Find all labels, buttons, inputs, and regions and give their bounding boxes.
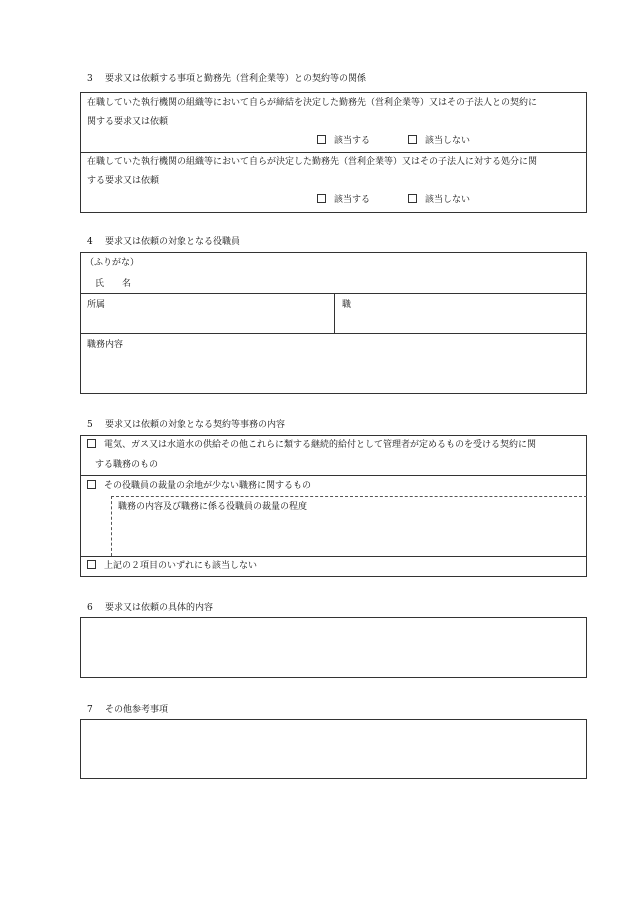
section-6-box[interactable] xyxy=(80,617,587,678)
section-4-affiliation-row xyxy=(81,294,586,334)
checkbox-icon[interactable] xyxy=(87,560,96,569)
section-3-row2-line1: 在職していた執行機関の組織等において自らが決定した勤務先（営利企業等）又はその子法人に対する処分に関 xyxy=(87,157,538,167)
furigana-label: （ふりがな） xyxy=(85,258,140,268)
section-3-box xyxy=(80,92,587,213)
checkbox-icon[interactable] xyxy=(408,194,417,203)
section-3-row1-line2: 関する要求又は依頼 xyxy=(87,117,169,127)
checkbox-icon[interactable] xyxy=(317,135,326,144)
option-yes-label: 該当する xyxy=(334,195,371,205)
section-7-title: その他参考事項 xyxy=(105,705,169,715)
section-6-title: 要求又は依頼の具体的内容 xyxy=(105,603,214,613)
section-6-heading xyxy=(87,601,213,615)
position-label: 職 xyxy=(342,300,352,310)
section-4-duties-row[interactable] xyxy=(81,334,586,393)
discretion-detail-box[interactable] xyxy=(111,496,587,556)
section-5-row3-line xyxy=(87,559,257,573)
section-4-name-row[interactable] xyxy=(81,253,586,294)
section-7-heading xyxy=(87,703,168,717)
section-5-row1-text: 電気、ガス又は水道水の供給その他これらに類する継続的給付として管理者が定めるものを受ける契約に関 xyxy=(104,440,537,450)
section-4-title: 要求又は依頼の対象となる役職員 xyxy=(105,237,241,247)
section-3-title: 要求又は依頼する事項と勤務先（営利企業等）との契約等の関係 xyxy=(105,74,367,84)
option-no-label: 該当しない xyxy=(425,195,471,205)
section-3-row1-option-no[interactable] xyxy=(408,134,470,148)
duties-label: 職務内容 xyxy=(87,340,124,350)
section-7-number: 7 xyxy=(87,705,93,715)
section-3-row2-option-yes[interactable] xyxy=(317,193,370,207)
section-5-row2-text: その役職員の裁量の余地が少ない職務に関するもの xyxy=(104,481,312,491)
section-3-row-contract xyxy=(81,93,586,153)
checkbox-icon[interactable] xyxy=(87,439,96,448)
section-5-row3-text: 上記の２項目のいずれにも該当しない xyxy=(104,561,258,571)
section-3-row2-line2: する要求又は依頼 xyxy=(87,176,160,186)
section-3-row2-option-no[interactable] xyxy=(408,193,470,207)
section-3-number: 3 xyxy=(87,74,93,84)
checkbox-icon[interactable] xyxy=(408,135,417,144)
checkbox-icon[interactable] xyxy=(87,480,96,489)
section-3-row1-line1: 在職していた執行機関の組織等において自らが締結を決定した勤務先（営利企業等）又はその子法人との契約に xyxy=(87,98,538,108)
section-5-title: 要求又は依頼の対象となる契約等事務の内容 xyxy=(105,420,286,430)
section-5-heading xyxy=(87,418,285,432)
section-5-row-little-discretion[interactable] xyxy=(81,476,586,557)
option-yes-label: 該当する xyxy=(334,136,371,146)
section-5-number: 5 xyxy=(87,420,93,430)
checkbox-icon[interactable] xyxy=(317,194,326,203)
section-6-number: 6 xyxy=(87,603,93,613)
option-no-label: 該当しない xyxy=(425,136,471,146)
section-5-row1-line2: する職務のもの xyxy=(95,460,159,470)
section-3-heading xyxy=(87,72,366,86)
section-4-number: 4 xyxy=(87,237,93,247)
section-5-row-none[interactable] xyxy=(81,557,586,576)
section-3-row1-option-yes[interactable] xyxy=(317,134,370,148)
affiliation-label: 所属 xyxy=(87,300,106,310)
section-4-heading xyxy=(87,235,240,249)
section-5-box xyxy=(80,435,587,577)
section-7-box[interactable] xyxy=(80,719,587,779)
section-3-row-disposition xyxy=(81,153,586,212)
name-label: 氏 名 xyxy=(95,279,132,289)
section-5-row2-line xyxy=(87,479,311,493)
section-5-row-continuous-supply[interactable] xyxy=(81,436,586,476)
section-4-box xyxy=(80,252,587,394)
section-5-row1-line1 xyxy=(87,438,536,452)
discretion-detail-label: 職務の内容及び職務に係る役職員の裁量の程度 xyxy=(118,502,308,512)
column-divider xyxy=(334,294,335,333)
